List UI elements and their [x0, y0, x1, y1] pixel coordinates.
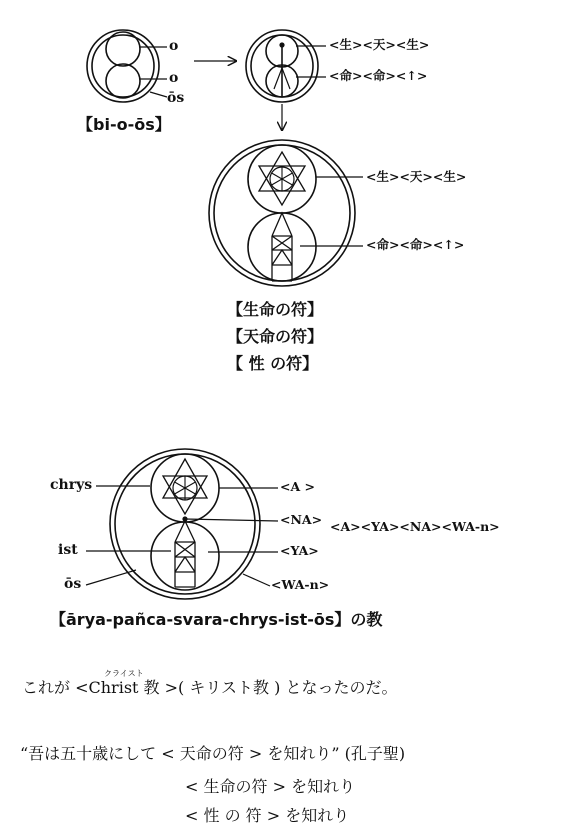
line-nature-talisman: < 性 の 符 > を知れり — [185, 806, 350, 825]
inner-ring — [115, 454, 255, 594]
christ-line — [22, 680, 397, 696]
bios-circle-diagram — [87, 30, 167, 102]
lower-circle — [248, 213, 316, 281]
caption-bios: 【bi-o-ōs】 — [77, 115, 171, 134]
arrow-figure — [272, 213, 292, 281]
line-life-talisman: < 生命の符 > を知れり — [185, 777, 356, 796]
label-chrys: chrys — [50, 477, 93, 493]
christ-pre: これが < — [22, 678, 89, 697]
arya-pancha-svara-diagram — [86, 449, 278, 599]
christ-post: 教 >( キリスト教 ) となったのだ。 — [138, 678, 398, 697]
ruby-christ: クライスト — [104, 669, 144, 678]
label-ist: ist — [58, 542, 78, 558]
label-mei-mei-arrow: <命><命><↑> — [329, 68, 428, 83]
label-ya: <YA> — [280, 543, 319, 558]
label-o-bottom: o — [169, 70, 179, 86]
label-os: ōs — [167, 90, 185, 106]
center-dot — [280, 43, 284, 47]
caption-life-talisman: 【生命の符】 — [227, 300, 324, 319]
caption-nature-talisman: 【 性 の符】 — [227, 354, 319, 373]
label-sei-ten-sei: <生><天><生> — [329, 37, 430, 52]
arrow-figure — [175, 521, 195, 587]
leader-line — [86, 570, 136, 585]
leader-line — [150, 92, 167, 97]
leader-line — [185, 519, 278, 521]
lower-circle — [106, 64, 140, 98]
quote-line: “吾は五十歳にして < 天命の符 > を知れり” (孔子聖) — [20, 744, 406, 763]
label-os: ōs — [64, 576, 82, 592]
caption-heaven-talisman: 【天命の符】 — [227, 327, 324, 346]
leader-line — [243, 574, 270, 586]
label-na: <NA> — [280, 512, 323, 527]
caption-arya: 【ārya-pañca-svara-chrys-ist-ōs】の教 — [50, 610, 383, 629]
label-wa-n: <WA-n> — [271, 577, 330, 592]
outer-circle — [110, 449, 260, 599]
label-sequence: <A><YA><NA><WA-n> — [330, 519, 500, 534]
upper-circle — [106, 32, 140, 66]
life-circle-diagram — [246, 30, 326, 102]
label-o-top: o — [169, 38, 179, 54]
label-a: <A > — [280, 479, 315, 494]
christ-word: Christ — [88, 678, 139, 697]
label-mei-mei-arrow: <命><命><↑> — [366, 237, 465, 252]
label-sei-ten-sei: <生><天><生> — [366, 169, 467, 184]
talisman-diagram — [209, 140, 363, 286]
